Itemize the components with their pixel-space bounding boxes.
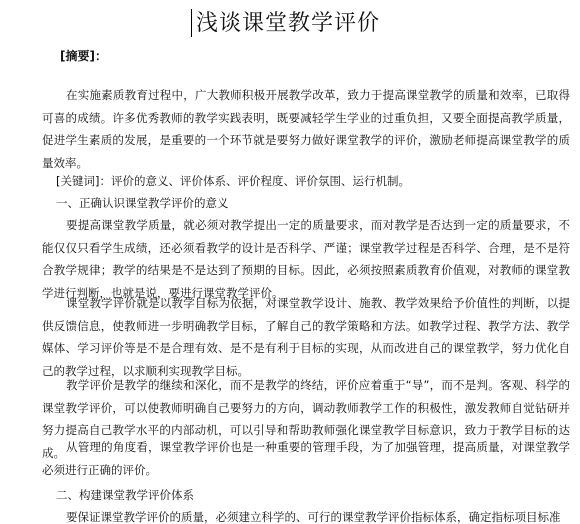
keywords-paragraph: [关键词]：评价的意义、评价体系、评价程度、评价氛围、运行机制。 bbox=[56, 174, 410, 188]
body-paragraph-2: 课堂教学评价就是以教学目标为依据，对课堂教学设计、施教、教学效果给予价值性的判断，以提供反馈信息，使教师进一步明确教学目标，了解自己的教学策略和方法。如教学过程、教学方法、教学媒体、学习评价等是不是合理有效、是不是有利于目标的实现，从而改进自己的课堂教学，努力优化自己的教学过程，以求顺利实现教学目标。 bbox=[42, 296, 570, 378]
abstract-label: [摘要]： bbox=[60, 49, 107, 63]
document-title: 浅谈课堂教学评价 bbox=[196, 11, 381, 36]
section-heading-2: 二、构建课堂教学评价体系 bbox=[56, 488, 194, 502]
text-cursor bbox=[191, 9, 192, 37]
abstract-paragraph: 在实施素质教育过程中，广大教师积极开展教学改革，致力于提高课堂教学的质量和效率，已取得可喜的成绩。许多优秀教师的教学实践表明，既要减轻学生学业的过重负担，又要全面提高教学质量，促进学生素质的发展，是重要的一个环节就是要努力做好课堂教学的评价，激励老师提高课堂教学的质量效率。 bbox=[42, 88, 570, 170]
body-paragraph-1: 要提高课堂教学质量，就必须对教学提出一定的质量要求，而对教学是否达到一定的质量要求，不能仅仅只看学生成绩，还必须看教学的设计是否科学、严谨；课堂教学过程是否科学、合理，是不是符合教学规律；教学的结果是不是达到了预期的目标。因此，必须按照素质教育价值观，对教师的课堂教学进行判断，也就是说，要进行课堂教学评价。 bbox=[42, 218, 570, 300]
body-paragraph-5: 要保证课堂教学评价的质量，必须建立科学的、可行的课堂教学评价指标体系，确定指标项目标准 bbox=[66, 510, 561, 524]
body-paragraph-3: 教学评价是教学的继续和深化，而不是教学的终结，评价应着重于“导”，而不是判。客观、科学的课堂教学评价，可以使教师明确自己要努力的方向，调动教师教学工作的积极性，激发教师自觉钻研并努力提高自己教学水平的内部动机，可以引导和帮助教师强化课堂教学目标意识，致力于教学目标的达成。 bbox=[42, 378, 570, 460]
body-paragraph-4: 从管理的角度看，课堂教学评价也是一种重要的管理手段，为了加强管理，提高质量，对课堂教学必须进行正确的评价。 bbox=[42, 440, 570, 477]
section-heading-1: 一、正确认识课堂教学评价的意义 bbox=[56, 196, 229, 210]
